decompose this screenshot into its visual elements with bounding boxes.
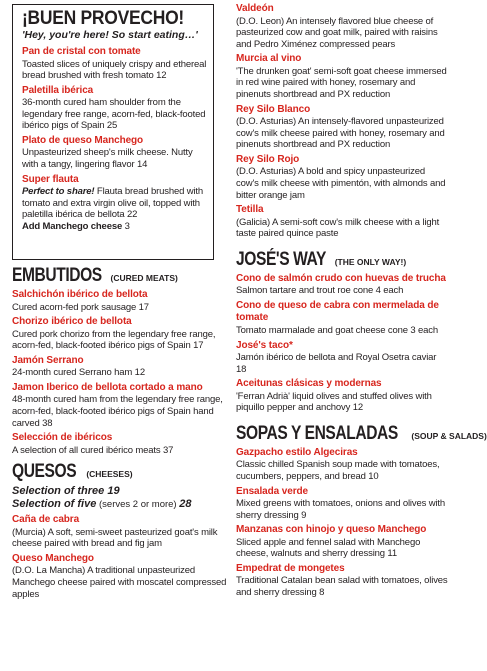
item-name: Ensalada verde: [236, 485, 308, 497]
item-name: Aceitunas clásicas y modernas: [236, 378, 382, 390]
item-name: Valdeón: [236, 3, 274, 14]
section-subtitle: (CURED MEATS): [110, 273, 178, 283]
item-desc: 48-month cured ham from the legendary free range, acorn-fed, black-footed ibérico pigs of Spain hand carved 38: [12, 394, 223, 429]
item-desc: 'The drunken goat' semi-soft goat cheese immersed in red wine paired with honey, rosemary and pinenuts shortbread and PX reduction: [236, 65, 447, 100]
cheese-offer-five: [12, 498, 227, 512]
left-column: [12, 0, 227, 603]
menu-item: [22, 135, 207, 171]
item-name: Chorizo ibérico de bellota: [12, 316, 132, 328]
cheese-offer-three: Selection of three 19: [12, 485, 120, 498]
item-name: Jamón Serrano: [12, 354, 84, 366]
offer-label: Selection of five: [12, 497, 97, 510]
item-desc: Tomato marmalade and goat cheese cone 3 each: [236, 324, 439, 336]
item-desc: (D.O. Asturias) A bold and spicy unpasteurized cow's milk cheese with pimentón, with almonds and bitter orange jam: [236, 166, 446, 201]
item-desc: A selection of all cured ibérico meats 37: [12, 444, 174, 456]
menu-item: [12, 432, 227, 456]
item-desc: Cured pork chorizo from the legendary free range, acorn-fed, black-footed ibérico pigs of Spain 17: [12, 328, 216, 352]
item-name: Cono de salmón crudo con huevas de trucha: [236, 272, 446, 284]
hero-subtitle: 'Hey, you're here! So start eating…': [22, 29, 198, 41]
offer-price: 28: [179, 497, 192, 510]
item-desc: Jamón ibérico de bellota and Royal Osetra caviar 18: [236, 352, 437, 375]
menu-item: [12, 289, 227, 313]
menu-item: [22, 46, 207, 82]
item-name: Plato de queso Manchego: [22, 134, 144, 146]
item-name: Gazpacho estilo Algeciras: [236, 446, 358, 458]
menu-item: [236, 486, 448, 522]
item-desc-text: Flauta bread brushed with tomato and extra virgin olive oil, topped with paletilla ibérica de bellota 22: [22, 186, 204, 221]
item-name: Murcia al vino: [236, 53, 302, 65]
section-subtitle: (SOUP & SALADS): [411, 430, 487, 441]
item-desc: Mixed greens with tomatoes, onions and olives with sherry dressing 9: [236, 498, 446, 521]
right-column: [236, 3, 487, 602]
section-title: QUESOS: [12, 461, 77, 483]
item-name: Queso Manchego: [12, 552, 94, 564]
menu-item: [236, 53, 448, 100]
item-desc: [22, 186, 207, 221]
menu-item: [22, 85, 207, 132]
menu-item: [12, 553, 227, 600]
offer-note: (serves 2 or more): [96, 498, 180, 510]
item-extra-label: Add Manchego cheese: [22, 220, 123, 232]
item-desc: (D.O. La Mancha) A traditional unpasteurized Manchego cheese paired with moscatel compressed apples: [12, 565, 227, 600]
menu-item: [236, 563, 448, 599]
menu-item: [236, 524, 448, 560]
section-subtitle: (THE ONLY WAY!): [334, 256, 407, 267]
item-name: Pan de cristal con tomate: [22, 46, 141, 57]
item-name: Jamon Iberico de bellota cortado a mano: [12, 381, 203, 393]
section-title: SOPAS Y ENSALADAS: [236, 422, 398, 444]
menu-item: [236, 340, 448, 376]
menu-item: [236, 204, 448, 240]
item-name: Rey Silo Rojo: [236, 153, 300, 165]
item-name: Empedrat de mongetes: [236, 562, 345, 574]
item-name: Super flauta: [22, 173, 79, 185]
menu-item: [236, 154, 448, 201]
item-name: Tetilla: [236, 204, 264, 216]
item-desc: (D.O. Asturias) An intensely-flavored unpasteurized cow's milk cheese paired with honey, rosemary and pinenuts shortbread and PX reduction: [236, 116, 445, 151]
item-desc: (D.O. Leon) An intensely flavored blue cheese of pasteurized cow and goat milk, paired with raisins and Pedro Ximénez compressed pears: [236, 15, 438, 50]
section-header-sopas: [236, 422, 487, 444]
item-desc: (Murcia) A soft, semi-sweet pasteurized goat's milk cheese paired with bread and fig jam: [12, 526, 218, 550]
item-name: Rey Silo Blanco: [236, 103, 311, 115]
section-header-embutidos: [12, 266, 227, 286]
menu-item: [236, 3, 448, 50]
item-name: Salchichón ibérico de bellota: [12, 289, 148, 300]
menu-item: [236, 273, 448, 297]
menu-item: [236, 300, 448, 337]
menu-item: [12, 355, 227, 379]
section-title: EMBUTIDOS: [12, 265, 102, 286]
item-extra-price: 3: [122, 220, 130, 232]
section-title: JOSÉ'S WAY: [236, 248, 326, 270]
item-desc: Cured acorn-fed pork sausage 17: [12, 301, 149, 313]
item-desc: Salmon tartare and trout roe cone 4 each: [236, 285, 404, 297]
item-desc: Traditional Catalan bean salad with tomatoes, olives and sherry dressing 8: [236, 575, 448, 599]
item-extra: [22, 221, 207, 233]
item-desc: 'Ferran Adrià' liquid olives and stuffed olives with piquillo pepper and anchovy 12: [236, 390, 432, 414]
section-header-joses-way: [236, 250, 448, 270]
menu-item: [12, 514, 227, 550]
hero-title: ¡BUEN PROVECHO!: [22, 8, 184, 29]
menu-item: [22, 174, 207, 233]
section-subtitle: (CHEESES): [86, 469, 133, 480]
item-desc: 36-month cured ham shoulder from the legendary free range, acorn-fed, black-footed ibérico pigs of Spain 25: [22, 97, 206, 132]
item-desc: Sliced apple and fennel salad with Manchego cheese, walnuts and sherry dressing 11: [236, 536, 421, 560]
item-name: Manzanas con hinojo y queso Manchego: [236, 524, 427, 536]
item-desc: Unpasteurized sheep's milk cheese. Nutty with a tangy, lingering flavor 14: [22, 147, 193, 171]
menu-item: [12, 382, 227, 429]
item-desc: (Galicia) A semi-soft cow's milk cheese with a light taste paired quince paste: [236, 216, 440, 240]
section-header-quesos: [12, 462, 227, 482]
item-name: Selección de ibéricos: [12, 432, 113, 444]
item-desc: Toasted slices of uniquely crispy and ethereal bread brushed with fresh tomato 12: [22, 58, 207, 82]
hero-box: [12, 4, 214, 260]
item-desc: 24-month cured Serrano ham 12: [12, 367, 145, 379]
item-name: José's taco*: [236, 339, 293, 351]
menu-item: [236, 378, 448, 414]
item-name: Cono de queso de cabra con mermelada de tomate: [236, 299, 439, 324]
menu-item: [236, 447, 448, 483]
menu-item: [236, 104, 448, 151]
item-lead: Perfect to share!: [22, 186, 95, 198]
item-name: Caña de cabra: [12, 514, 80, 526]
item-name: Paletilla ibérica: [22, 84, 94, 96]
menu-item: [12, 316, 227, 352]
item-desc: Classic chilled Spanish soup made with tomatoes, cucumbers, peppers, and bread 10: [236, 459, 440, 482]
